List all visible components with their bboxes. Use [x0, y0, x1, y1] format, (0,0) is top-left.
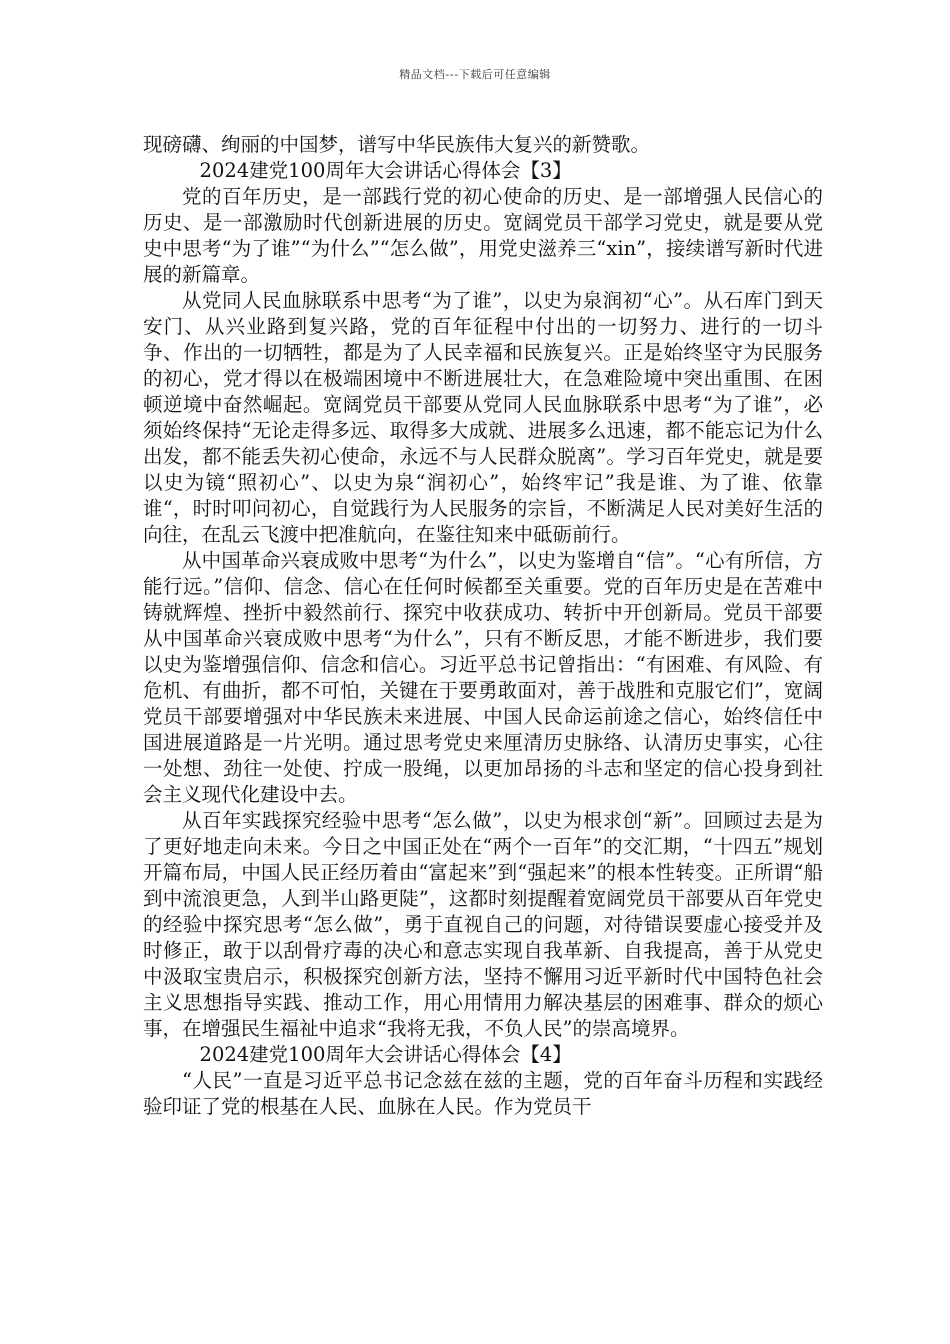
- section-heading-3: 2024建党100周年大会讲话心得体会【3】: [199, 159, 572, 182]
- section-heading-4: 2024建党100周年大会讲话心得体会【4】: [199, 1043, 572, 1066]
- paragraph: 从百年实践探究经验中思考“怎么做”，以史为根求创“新”。回顾过去是为了更好地走向未来。今日之中国正处在“两个一百年”的交汇期，“十四五”规划开篇布局，中国人民正经历着由“富起来”到“强起来”的根本性转变。正所谓“船到中流浪更急，人到半山路更陡”，这都时刻提醒着宽阔党员干部要从百年党史的经验中探究思考“怎么做”，勇于直视自己的问题，对待错误要虚心接受并及时修正，敢于以刮骨疗毒的决心和意志实现自我革新、自我提高，善于从党史中汲取宝贵启示，积极探究创新方法，坚持不懈用习近平新时代中国特色社会主义思想指导实践、推动工作，用心用情用力解决基层的困难事、群众的烦心事，在增强民生福祉中追求“我将无我，不负人民”的崇高境界。: [143, 809, 823, 1040]
- page-header: 精品文档---下载后可任意编辑: [399, 68, 551, 81]
- document-body: [143, 132, 823, 1120]
- paragraph: 从党同人民血脉联系中思考“为了谁”，以史为泉润初“心”。从石库门到天安门、从兴业路到复兴路，党的百年征程中付出的一切努力、进行的一切斗争、作出的一切牺牲，都是为了人民幸福和民族复兴。正是始终坚守为民服务的初心，党才得以在极端困境中不断进展壮大，在急难险境中突出重围、在困顿逆境中奋然崛起。宽阔党员干部要从党同人民血脉联系中思考“为了谁”，必须始终保持“无论走得多远、取得多大成就、进展多么迅速，都不能忘记为什么出发，都不能丢失初心使命，永远不与人民群众脱离”。学习百年党史，就是要以史为镜“照初心”、以史为泉“润初心”，始终牢记”我是谁、为了谁、依靠谁“，时时叩问初心，自觉践行为人民服务的宗旨，不断满足人民对美好生活的向往，在乱云飞渡中把准航向，在鉴往知来中砥砺前行。: [143, 289, 823, 546]
- paragraph: 从中国革命兴衰成败中思考“为什么”，以史为鉴增自“信”。“心有所信，方能行远。”信仰、信念、信心在任何时候都至关重要。党的百年历史是在苦难中铸就辉煌、挫折中毅然前行、探究中收获成功、转折中开创新局。党员干部要从中国革命兴衰成败中思考“为什么”，只有不断反思，才能不断进步，我们要以史为鉴增强信仰、信念和信心。习近平总书记曾指出：“有困难、有风险、有危机、有曲折，都不可怕，关键在于要勇敢面对，善于战胜和克服它们”，宽阔党员干部要增强对中华民族未来进展、中国人民命运前途之信心，始终信任中国进展道路是一片光明。通过思考党史来厘清历史脉络、认清历史事实，心往一处想、劲往一处使、拧成一股绳，以更加昂扬的斗志和坚定的信心投身到社会主义现代化建设中去。: [143, 549, 823, 806]
- paragraph-continuation: 现磅礴、绚丽的中国梦，谱写中华民族伟大复兴的新赞歌。: [143, 133, 651, 156]
- paragraph: 党的百年历史，是一部践行党的初心使命的历史、是一部增强人民信心的历史、是一部激励时代创新进展的历史。宽阔党员干部学习党史，就是要从党史中思考“为了谁”“为什么”“怎么做”，用党史滋养三“xin”，接续谱写新时代进展的新篇章。: [143, 185, 823, 286]
- paragraph: “人民”一直是习近平总书记念兹在兹的主题，党的百年奋斗历程和实践经验印证了党的根基在人民、血脉在人民。作为党员干: [143, 1069, 823, 1118]
